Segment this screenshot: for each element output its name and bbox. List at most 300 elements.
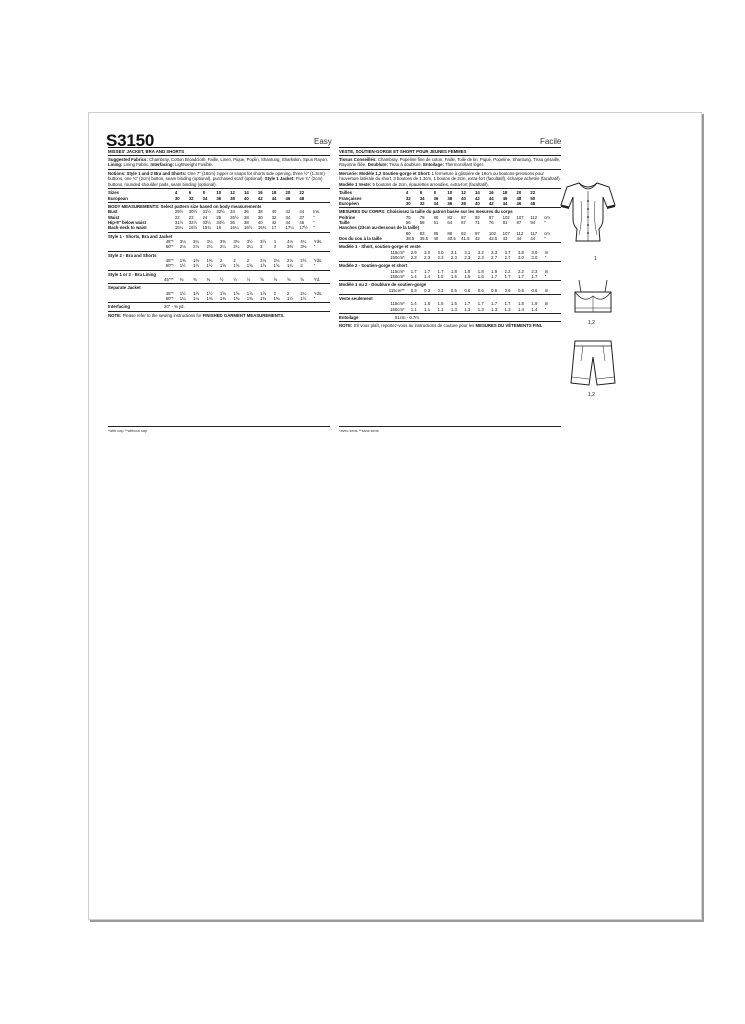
english-column [108, 147, 330, 319]
yardage-fr [339, 244, 561, 314]
table-cell: 1.9 [491, 268, 498, 274]
table-cell: 2⅛ [286, 258, 293, 264]
table-cell: 42 [475, 236, 480, 242]
table-cell: 25 [216, 214, 222, 220]
unit-cell: " [313, 220, 315, 226]
table-cell: 3 [273, 244, 276, 250]
table-cell: ½ [246, 277, 251, 283]
yardage-section-title: Style 2 - Bra and Shorts [108, 252, 157, 258]
body-table-fr [339, 215, 561, 226]
table-cell: 0.6 [477, 287, 484, 293]
table-cell: 71 [475, 220, 480, 226]
table-cell: 42.5 [488, 236, 498, 242]
unit-cell: Ins. [313, 209, 321, 215]
yardage-section-title: Style 1 - Shorts, Bra and Jacket [108, 233, 173, 239]
yardage-section-title: Separate Jacket [108, 285, 141, 291]
table-cell: ⅜ [179, 277, 184, 283]
table-cell: 1.7 [517, 274, 524, 280]
table-cell: 3.1 [464, 249, 471, 255]
table-cell: ⅝ [260, 277, 264, 283]
yardage-section-title: Modèle 2 - Soutien-gorge et short [339, 263, 408, 269]
sizes-table-en [108, 190, 330, 201]
table-cell: 39.5 [419, 236, 429, 242]
table-cell: 1.9 [531, 301, 538, 307]
table-cell: 1¼ [193, 296, 200, 302]
table-cell: 2⅛ [260, 258, 267, 264]
table-cell: 33½ [202, 220, 211, 226]
table-cell: 0.6 [464, 287, 471, 293]
table-cell: 102 [502, 214, 510, 220]
table-cell: 32 [271, 214, 277, 220]
unit-cell: cm [544, 230, 550, 236]
table-cell: 1½ [206, 290, 213, 296]
table-cell: 3½ [246, 239, 253, 245]
divider [108, 232, 330, 233]
table-cell: 83 [419, 230, 425, 236]
divider [108, 202, 330, 203]
table-cell: 15¼ [174, 225, 184, 231]
table-cell: 1.8 [477, 268, 484, 274]
divider [108, 311, 330, 312]
table-cell: 1.8 [464, 268, 471, 274]
table-cell: 1.7 [477, 301, 484, 307]
table-cell: 16¾ [257, 225, 267, 231]
table-cell: 1.3 [464, 306, 471, 312]
table-cell: 3.0 [531, 255, 538, 261]
table-cell: 40 [257, 220, 263, 226]
table-cell: 15½ [188, 225, 198, 231]
table-cell: 1⅞ [260, 290, 267, 296]
table-cell: ½ [219, 277, 224, 283]
table-cell: 37 [299, 214, 305, 220]
table-cell: 46 [299, 220, 305, 226]
row-label: 150cm* [390, 306, 405, 312]
table-row [108, 225, 330, 230]
table-cell: 2½ [300, 258, 307, 264]
table-cell: 80 [405, 230, 411, 236]
table-cell: 1.7 [491, 274, 498, 280]
table-cell: 1⅜ [273, 296, 280, 302]
table-cell: 1.4 [424, 274, 431, 280]
jacket-icon [559, 179, 617, 249]
table-cell: 40 [271, 209, 277, 215]
table-cell: 1.5 [424, 301, 431, 307]
table-cell: 3.8 [517, 249, 524, 255]
table-cell: 34½ [216, 220, 225, 226]
table-cell: 3⅜ [300, 244, 307, 250]
table-row [339, 307, 561, 312]
table-cell: 16¼ [230, 225, 239, 231]
row-label: 60"* [165, 263, 174, 269]
table-row: European 30 32 34 36 38 40 42 44 46 48 [108, 195, 305, 201]
table-cell: 2¼ [219, 244, 226, 250]
table-cell: 97 [475, 230, 480, 236]
yardage-table [108, 258, 330, 269]
table-cell: 1.7 [424, 268, 431, 274]
table-cell: 38.5 [405, 236, 415, 242]
table-cell: 2.2 [504, 268, 511, 274]
table-cell: 1½ [179, 290, 186, 296]
divider [108, 188, 330, 189]
fabrics-en: Suggested Fabrics: Chambray, Cotton Broadcloth, Faille, Linen, Pique, Poplin, Shantung, Sharkskin, Spun Rayon. Lining: Lining Fabric. Interfacing: Lightweight Fusible. [108, 157, 328, 168]
table-cell: 107 [502, 230, 510, 236]
table-cell: 2⅛ [273, 258, 280, 264]
table-cell: 3⅜ [219, 239, 226, 245]
table-cell: 1⅝ [219, 290, 226, 296]
hip-table-fr [339, 231, 561, 242]
table-cell: 1⅞ [246, 290, 253, 296]
table-cell: 1⅜ [260, 296, 267, 302]
table-cell: 26½ [230, 214, 239, 220]
table-cell: 1½ [193, 290, 200, 296]
unit-cell: Yds. [313, 258, 323, 264]
difficulty-fr: Facile [540, 137, 562, 146]
table-cell: 1½ [286, 296, 293, 302]
table-cell: 87 [516, 220, 522, 226]
table-cell: 1⅝ [219, 263, 226, 269]
table-cell: 28 [244, 214, 249, 220]
table-cell: 2 [286, 290, 290, 296]
table-cell: 3¼ [193, 239, 200, 245]
shorts-caption: 1,2 [588, 392, 595, 398]
table-cell: 2.3 [450, 255, 457, 261]
unit-cell: m [544, 301, 549, 307]
jacket-caption: 1 [594, 256, 597, 262]
table-row: Interfacing 20" - ⅜ yd. [108, 304, 185, 310]
table-cell: 2¼ [300, 290, 307, 296]
unit-cell: " [313, 225, 315, 231]
table-cell: 1⅝ [260, 263, 267, 269]
row-label: 115cm** [388, 287, 405, 293]
table-cell: 2.2 [517, 268, 524, 274]
table-cell: ⅝ [273, 277, 278, 283]
divider [339, 207, 561, 208]
table-cell: 2.3 [531, 268, 538, 274]
row-label: Waist [108, 214, 120, 220]
table-cell: 31½ [202, 209, 211, 215]
row-label: 45"* [165, 258, 174, 264]
table-cell: 3.0 [424, 249, 431, 255]
table-cell: 0.6 [491, 287, 498, 293]
unit-cell: " [313, 263, 316, 269]
table-cell: 44 [530, 236, 536, 242]
table-cell: 76 [488, 220, 494, 226]
table-cell: 1.5 [450, 301, 457, 307]
title-en: MISSES' JACKET, BRA AND SHORTS [108, 149, 185, 154]
table-row: Européen 30 32 34 36 38 40 42 44 46 48 [339, 201, 536, 207]
table-cell: 1.7 [437, 268, 444, 274]
table-cell: 0.6 [531, 287, 538, 293]
table-cell: 3.2 [477, 249, 484, 255]
table-cell: 1⅜ [206, 258, 213, 264]
table-cell: 1.4 [410, 301, 417, 307]
table-cell: 1⅝ [233, 263, 240, 269]
table-cell: 0.3 [424, 287, 431, 293]
table-cell: 2.7 [491, 255, 498, 261]
body-measurements-title-fr: MESURES DU CORPS: Choisissez la taille du patron basée sur les mesures du corps [339, 209, 513, 215]
table-cell: 1.3 [504, 306, 511, 312]
table-cell: 3.0 [437, 249, 444, 255]
unit-cell: m [544, 287, 549, 293]
table-cell: 87 [461, 214, 466, 220]
unit-cell: Yds. [313, 239, 323, 245]
table-row [339, 288, 561, 293]
yardage-section-title: Modèle 1 ou 2 - Doublure de soutien-gorge [339, 282, 427, 288]
row-label: 45"* [165, 290, 174, 296]
table-cell: 2 [219, 258, 223, 264]
table-cell: ½ [233, 277, 237, 283]
table-cell: 42 [285, 209, 291, 215]
bra-caption: 1,2 [588, 320, 595, 326]
notions-en: Notions: Style 1 and 2 Bra and Shorts: One 7" (18cm) zipper or snaps for shorts side opening, three ½" (1.3cm) buttons, one ¾" (2cm) button, seam binding (optional), purchased scarf (optional). Style 1 Jacket: Five ¾" (2cm) buttons, rounded shoulder pads, seam binding (optional). [108, 171, 325, 187]
table-cell: 1⅜ [206, 296, 213, 302]
row-label: 150cm* [390, 255, 405, 261]
table-cell: 41.5 [461, 236, 470, 242]
table-cell: 43 [502, 236, 508, 242]
table-cell: 1.4 [531, 306, 538, 312]
divider [339, 321, 561, 322]
footnote-divider [339, 426, 561, 427]
table-cell: 107 [516, 214, 524, 220]
table-cell: 3½ [260, 239, 267, 245]
pattern-code: S3150 [106, 131, 155, 150]
table-cell: 1½ [179, 263, 186, 269]
unit-cell: " [544, 220, 546, 226]
table-cell: 40.5 [447, 236, 456, 242]
table-cell: 30½ [188, 209, 198, 215]
table-cell: 17¼ [285, 225, 294, 231]
table-cell: 1½ [300, 296, 307, 302]
row-label: 115cm* [390, 268, 405, 274]
table-cell: 2⅛ [193, 244, 200, 250]
table-cell: 2¼ [233, 244, 240, 250]
unit-cell: " [544, 236, 546, 242]
divider [339, 280, 561, 281]
table-cell: 2⅛ [206, 244, 213, 250]
table-cell: 38 [257, 209, 263, 215]
divider [339, 155, 561, 156]
table-cell: 2.9 [410, 249, 417, 255]
divider [108, 147, 330, 148]
body-measurements-title-en: BODY MEASUREMENTS: Select pattern size based on body measurements [108, 204, 262, 209]
table-cell: 1.7 [531, 274, 538, 280]
table-cell: 1.3 [491, 306, 498, 312]
table-cell: 34 [230, 209, 235, 215]
table-cell: 56 [405, 220, 411, 226]
table-cell: 0.3 [410, 287, 417, 293]
table-cell: 83 [447, 214, 453, 220]
table-cell: 88 [447, 230, 453, 236]
row-label: 60"* [165, 296, 174, 302]
table-cell: 1.5 [437, 301, 444, 307]
table-cell: 32½ [188, 220, 198, 226]
table-cell: 78 [419, 214, 425, 220]
unit-cell: m [544, 268, 549, 274]
row-label: Poitrine [339, 214, 355, 220]
table-row: Sizes 4 6 8 10 12 14 16 18 20 22 [108, 190, 305, 196]
table-cell: 1½ [193, 263, 200, 269]
table-cell: 29½ [174, 209, 184, 215]
table-cell: 1.3 [450, 306, 457, 312]
table-cell: 36 [244, 209, 249, 215]
yardage-table [339, 288, 561, 293]
table-cell: 1.8 [450, 268, 457, 274]
table-cell: 3.7 [504, 249, 511, 255]
table-cell: 1.1 [437, 306, 444, 312]
yardage-table [339, 301, 561, 312]
divider [339, 294, 561, 295]
unit-cell: m [544, 249, 549, 255]
table-cell: 44 [285, 220, 291, 226]
table-cell: 2.3 [437, 255, 444, 261]
unit-cell: " [313, 244, 316, 250]
footnote-fr: *avec sens **sans sens [339, 429, 379, 433]
table-row: Françaises 32 34 36 38 40 42 44 46 48 50 [339, 195, 536, 201]
table-cell: 0.5 [450, 287, 457, 293]
table-cell: 16 [216, 225, 222, 231]
unit-cell: " [544, 306, 547, 312]
divider [339, 261, 561, 262]
table-row: Entoilage 51cm - 0.7m [339, 315, 419, 320]
table-cell: 1¼ [179, 296, 186, 302]
table-cell: 17½ [299, 225, 308, 231]
footnote-divider [108, 426, 330, 427]
table-cell: 1.7 [504, 274, 511, 280]
table-cell: 4⅛ [286, 239, 293, 245]
yardage-en [108, 234, 330, 304]
unit-cell: " [313, 214, 315, 220]
table-cell: ⅜ [193, 277, 197, 283]
bra-icon [571, 278, 615, 318]
unit-cell: " [313, 296, 316, 302]
table-cell: 4¼ [300, 239, 307, 245]
table-cell: 30 [257, 214, 263, 220]
table-row [339, 236, 561, 241]
table-cell: 2.3 [410, 255, 417, 261]
row-label: 45"** [164, 277, 174, 283]
divider [108, 169, 330, 170]
table-cell: 24 [202, 214, 208, 220]
table-cell: 1.7 [464, 301, 471, 307]
table-cell: 64 [447, 220, 453, 226]
row-label: Bust [108, 209, 118, 215]
divider [339, 147, 561, 148]
yardage-section-title: Style 1 or 2 - Bra Lining [108, 271, 156, 277]
row-label: Taille [339, 220, 350, 226]
interfacing-row-en [108, 304, 330, 309]
table-cell: 1⅝ [233, 290, 240, 296]
table-cell: 22 [174, 214, 180, 220]
row-label: 115cm* [390, 249, 405, 255]
table-cell: 2.3 [464, 255, 471, 261]
table-cell: 15¾ [202, 225, 211, 231]
interfacing-row-fr [339, 315, 561, 320]
body-table-en [108, 209, 330, 231]
note-fr: NOTE: S'il vous plaît, reportez-vous au instructions de couture pour les MESURES DU VÊTEMENTS FINI. [339, 323, 543, 329]
table-cell: 1⅜ [219, 296, 226, 302]
notions-fr: Mercerie: Modèle 1,2 Soutien-gorge et Short: 1 fermeture à glissière de 18cm ou boutons-pressions pour l'ouverture latérale du short, 3 boutons de 1.3cm, 1 bouton de 2cm, extra-fort (facultatif), écharpe achetée (facultatif). Modèle 1 Veste: 5 boutons de 2cm, épaulettes arrondies, extra-fort (facultatif). [339, 171, 561, 187]
table-cell: 3⅛ [179, 239, 186, 245]
table-cell: 1.7 [504, 301, 511, 307]
table-cell: 1.8 [517, 301, 524, 307]
table-row [108, 244, 330, 249]
table-cell: 67 [461, 220, 466, 226]
table-cell: 1.7 [491, 301, 498, 307]
row-label: 60"* [165, 244, 174, 250]
row-label: 45"* [165, 239, 174, 245]
table-cell: 1.3 [477, 306, 484, 312]
table-cell: 1.5 [450, 274, 457, 280]
yardage-section-title: Modèle 1 - Short, soutien-gorge et veste [339, 244, 421, 250]
table-cell: 2.7 [504, 255, 511, 261]
table-row [339, 274, 561, 279]
table-cell: 81 [502, 220, 508, 226]
title-fr: VESTE, SOUTIEN-GORGE ET SHORT POUR JEUNES FEMMES [339, 149, 467, 154]
table-cell: 1.4 [517, 306, 524, 312]
table-cell: 3.9 [531, 249, 538, 255]
table-row [108, 277, 330, 282]
table-cell: 3¼ [206, 239, 213, 245]
note-en: NOTE: Please refer to the sewing instructions for FINISHED GARMENT MEASUREMENTS. [108, 312, 285, 318]
table-cell: 2.3 [424, 255, 431, 261]
divider [339, 242, 561, 243]
table-cell: 2.3 [477, 255, 484, 261]
table-cell: 1.1 [424, 306, 431, 312]
hip-label-fr: Hanches (23cm au-dessous de la taille) [339, 225, 420, 231]
table-cell: 102 [488, 230, 496, 236]
table-cell: ⅜ [206, 277, 211, 283]
table-cell: 1⅜ [246, 296, 253, 302]
table-cell: 92 [475, 214, 480, 220]
table-cell: 1.7 [410, 268, 417, 274]
table-cell: 80 [433, 214, 439, 220]
footnote-en: *with nap **without nap [108, 429, 148, 433]
row-label: Dos du cou à la taille [339, 236, 382, 242]
table-row: Tailles 4 6 8 10 12 14 16 18 20 22 [339, 190, 536, 196]
yardage-table [339, 269, 561, 280]
table-cell: 1⅝ [246, 263, 253, 269]
french-column [339, 147, 561, 330]
table-cell: 42 [271, 220, 277, 226]
table-cell: 1⅜ [233, 296, 240, 302]
table-cell: 34 [285, 214, 291, 220]
fabrics-fr: Tissus Conseillés: Chambray, Popeline fine de coton, Faille, Toile de lin, Piqué, Popeline, Shantung, Tissu grisaille, Rayonne filée. Doublure: Tissu à doublure. Entoilage: Thermocollant léger. [339, 157, 561, 168]
table-cell: 3⅜ [286, 244, 293, 250]
table-cell: 1¾ [286, 263, 293, 269]
yardage-table [108, 239, 330, 250]
table-cell: 0.6 [504, 287, 511, 293]
table-cell: 112 [530, 214, 538, 220]
table-cell: 2¼ [246, 244, 253, 250]
table-cell: 117 [530, 230, 538, 236]
table-cell: 75 [405, 214, 411, 220]
table-cell: 0.6 [517, 287, 524, 293]
row-label: Back-neck to waist [108, 225, 147, 231]
table-cell: 2 [233, 258, 236, 264]
unit-cell: Yds. [313, 290, 323, 296]
divider [339, 169, 561, 170]
table-cell: 2 [300, 263, 303, 269]
unit-cell: cm [544, 214, 550, 220]
table-cell: 61 [433, 220, 439, 226]
table-cell: 31½ [174, 220, 184, 226]
table-cell: 36 [230, 220, 235, 226]
unit-cell: Yd. [313, 277, 321, 283]
divider [108, 270, 330, 271]
table-cell: 97 [488, 214, 494, 220]
divider [339, 188, 561, 189]
table-cell: 3.0 [517, 255, 524, 261]
